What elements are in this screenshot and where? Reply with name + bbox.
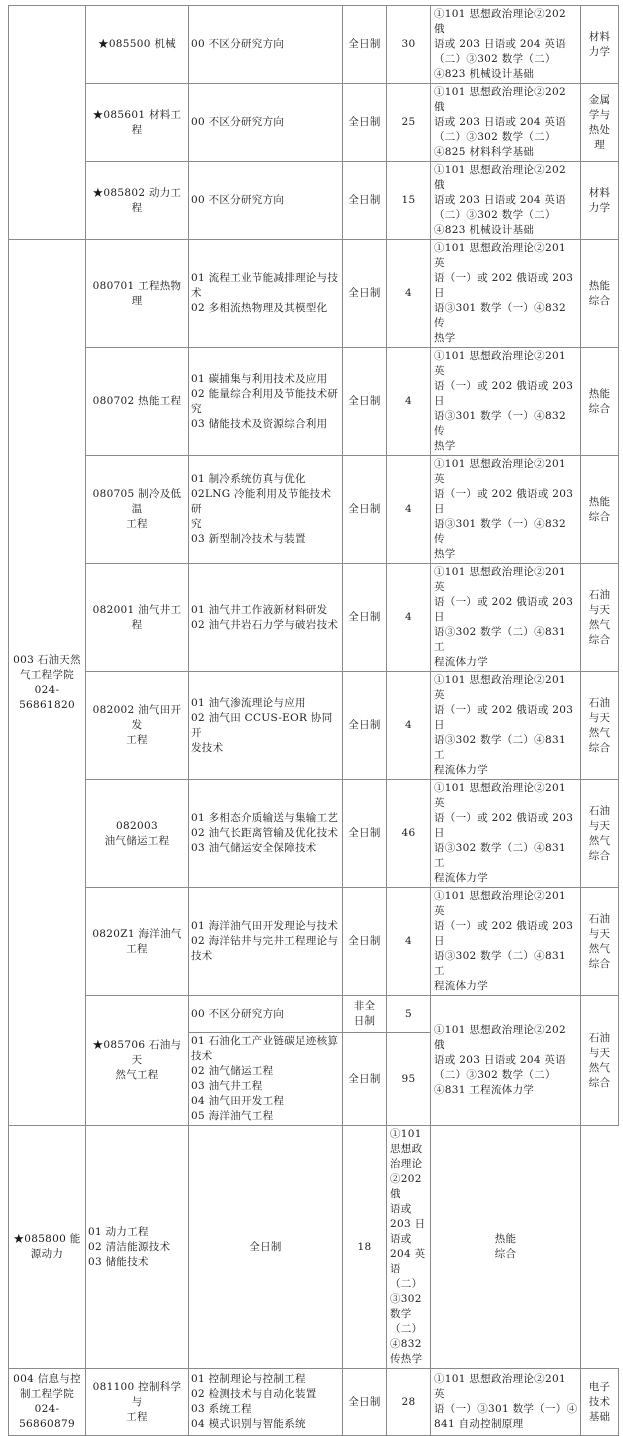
text-line: 电子 [588,1380,611,1393]
text-line: ★085601 材料工程 [92,108,182,136]
table-row [9,456,619,564]
exam-subjects-cell [431,564,581,672]
major-cell [86,6,189,84]
text-line: 材料 [588,30,611,43]
text-line: 金属 [588,93,611,106]
study-mode: 全日制 [348,611,381,623]
enrollment-cell [343,1126,387,1369]
major-cell [86,348,189,456]
text-line: 05 海洋油气工程 [191,1110,274,1122]
direction-cell [86,1126,189,1369]
retest-cell [581,6,619,84]
text-line: 全日制 [348,1072,381,1085]
text-line: 工程 [126,734,148,746]
enrollment-count: 15 [401,194,416,206]
text-line: ①101 思想政治理论②201 英 [434,566,566,593]
text-line: 工程 [126,942,148,955]
college-cell [9,6,86,240]
text-line: ★085802 动力工程 [92,186,182,214]
text-line: ④832 传热学 [390,1338,423,1365]
text-line: 热处 [588,123,611,136]
major-cell [86,780,189,888]
table-row [9,996,619,1033]
study-mode: 全日制 [348,38,381,50]
retest-cell [581,780,619,888]
enrollment-count: 4 [405,287,412,299]
direction-cell [189,456,343,564]
major-cell [86,1369,189,1436]
study-mode-cell [343,456,387,564]
enrollment-count: 5 [405,1007,412,1020]
table-row [9,240,619,348]
text-line: 02 海洋钻井与完井工程理论与 [191,935,339,947]
text-line: 制工程学院 [20,1388,74,1400]
text-line: 语③301 数学（一）④832 传 [434,518,566,545]
retest-cell [581,564,619,672]
text-line: 然气 [588,618,611,631]
text-line: 01 控制理论与控制工程 [191,1373,306,1385]
enrollment-cell [387,1369,431,1436]
retest-cell [581,162,619,240]
text-line: 02LNG 冷能利用及节能技术研 [191,488,332,515]
direction-cell [189,84,343,162]
text-line: 03 储能技术 [88,1255,149,1268]
text-line: ★085800 能源动力 [13,1233,81,1260]
text-line: 石油 [588,588,611,601]
text-line: ①101 思想政治理论②201 英 [434,782,566,809]
enrollment-cell [387,780,431,888]
text-line: 语或 203 日语或 204 英语 [434,38,567,50]
study-mode: 全日制 [348,194,381,206]
text-line: 语（一）或 202 俄语或 203 日 [434,272,574,299]
text-line: ★085706 石油与天 [92,1039,182,1066]
enrollment-cell [387,240,431,348]
direction-cell [189,1033,343,1126]
retest-cell [431,1126,581,1369]
text-line: 热学 [434,548,456,560]
retest-cell [581,240,619,348]
text-line: （二）③302 数学（二） [434,53,556,65]
study-mode-cell [343,1033,387,1126]
major-cell [86,240,189,348]
text-line: 技术 [588,1395,611,1408]
text-line: 与天 [588,711,611,724]
text-line: 语③301 数学（一）④832 传 [434,410,566,437]
table-row [9,162,619,240]
study-mode-cell [343,564,387,672]
text-line: 语（一）或 202 俄语或 203 日 [434,812,574,839]
text-line: 究 [191,402,202,415]
text-line: 01 油气渗流理论与应用 [191,696,306,709]
exam-subjects-cell [431,996,581,1126]
text-line: 日制 [353,1015,376,1027]
enrollment-count: 18 [357,1240,372,1253]
major-cell [86,996,189,1126]
text-line: ①101 思想政治理论②202 俄 [390,1128,423,1200]
text-line: ①101 思想政治理论②201 英 [434,350,566,377]
text-line: 语或 203 日语或 204 英语 [434,116,567,128]
text-line: 综合 [588,849,611,862]
enrollment-count: 25 [401,116,416,128]
study-mode-cell [343,672,387,780]
text-line: 03 储能技术及资源综合利用 [191,417,328,430]
text-line: 语或 203 日语或 204 英语 [390,1203,426,1275]
enrollment-cell [387,996,431,1033]
text-line: 081100 控制科学与 [92,1380,182,1408]
enrollment-cell [387,456,431,564]
study-mode: 全日制 [348,935,381,947]
major-cell [86,456,189,564]
exam-subjects-cell [431,1369,581,1436]
text-line: 01 制冷系统仿真与优化 [191,473,306,485]
text-line: （二）③302 数学（二） [434,209,556,221]
retest-cell [581,348,619,456]
text-line: 技术 [191,950,213,962]
text-line: 程流体力学 [434,980,488,992]
text-line: ①101 思想政治理论②202 俄 [434,86,566,113]
text-line: 语③302 数学（二）④831 工 [434,842,566,869]
text-line: 080705 制冷及低温 [92,488,182,515]
text-line: 01 海洋油气田开发理论与技术 [191,920,339,932]
text-line: 04 油气田开发工程 [191,1095,285,1107]
study-mode: 全日制 [348,395,381,407]
text-line: 发技术 [191,741,224,754]
enrollment-count: 4 [405,611,412,623]
direction-cell [189,996,343,1033]
direction-cell [189,348,343,456]
text-line: 油气储运工程 [104,834,170,847]
text-line: ①101 思想政治理论②201 英 [434,1373,566,1400]
text-line: 究 [191,518,202,530]
text-line: 综合 [494,1248,517,1260]
study-mode-cell [343,84,387,162]
text-line: 工程 [126,1410,148,1423]
text-line: 然气工程 [115,1069,159,1081]
text-line: 综合 [588,510,611,523]
enrollment-cell [387,1033,431,1126]
text-line: （二）③302 数学（二） [390,1278,423,1335]
text-line: 与天 [588,603,611,616]
text-line: 语③302 数学（二）④831 工 [434,626,566,653]
text-line: 气工程学院 [20,668,74,681]
text-line: 石油 [588,1031,611,1044]
text-line: ①101 思想政治理论②201 英 [434,674,566,701]
text-line: 然气 [588,942,611,955]
text-line: 04 模式识别与智能系统 [191,1418,306,1430]
enrollment-cell [387,672,431,780]
text-line: 03 油气储运安全保障技术 [191,842,317,854]
enrollment-cell [387,348,431,456]
text-line: 02 清洁能源技术 [88,1240,171,1253]
text-line: 非全 [353,1000,376,1012]
study-mode: 全日制 [348,1395,381,1408]
text-line: 石油 [588,696,611,709]
direction-cell [189,780,343,888]
text-line: ④831 工程流体力学 [434,1084,535,1096]
text-line: 石油 [588,912,611,925]
text-line: ①101 思想政治理论②202 俄 [434,1024,566,1051]
text-line: 与天 [588,1046,611,1059]
major-cell [86,888,189,996]
study-mode-cell [343,240,387,348]
text-line: 材料 [588,186,611,199]
table-row [9,348,619,456]
text-line: 综合 [588,957,611,970]
exam-subjects-cell [431,348,581,456]
direction-cell [189,6,343,84]
text-line: 01 流程工业节能减排理论与技 [191,272,339,284]
study-mode-cell [343,888,387,996]
text-line: 02 多相流热物理及其模型化 [191,302,328,314]
text-line: 力学 [588,201,611,214]
study-mode: 全日制 [348,719,381,731]
text-line: 00 不区分研究方向 [191,38,285,50]
text-line: 程流体力学 [434,764,488,776]
text-line: 02 检测技术与自动化装置 [191,1388,317,1400]
enrollment-cell [387,564,431,672]
study-mode-cell [343,6,387,84]
text-line: 然气 [588,726,611,739]
text-line: 080701 工程热物理 [92,279,182,307]
text-line: 0820Z1 海洋油气 [92,927,182,940]
text-line: ①101 思想政治理论②202 俄 [434,8,566,35]
exam-subjects-cell [431,888,581,996]
text-line: 004 信息与控 [13,1373,81,1385]
direction-cell [189,162,343,240]
study-mode-cell [343,348,387,456]
direction-cell [189,240,343,348]
text-line: ④823 机械设计基础 [434,224,535,236]
major-cell [9,1126,86,1369]
study-mode-cell [343,162,387,240]
text-line: 语或 203 日语或 204 英语 [434,194,567,206]
retest-cell [581,84,619,162]
admissions-catalog-table [8,5,619,1436]
text-line: 理 [594,138,605,151]
text-line: ①101 思想政治理论②201 英 [434,458,566,485]
text-line: ④823 机械设计基础 [434,68,535,80]
text-line: 热能 [588,279,611,292]
text-line: 技术 [191,1050,213,1062]
table-row [9,84,619,162]
text-line: 语（一）或 202 俄语或 203 日 [434,596,574,623]
text-line: 00 不区分研究方向 [191,1007,285,1020]
enrollment-cell [387,162,431,240]
college-cell-004 [9,1369,86,1436]
exam-subjects-cell [431,84,581,162]
table-row [9,780,619,888]
enrollment-count: 46 [401,827,416,839]
enrollment-count: 30 [401,38,416,50]
study-mode-cell [343,780,387,888]
text-line: 语（一）或 202 俄语或 203 日 [434,704,574,731]
text-line: 综合 [588,741,611,754]
text-line: 热学 [434,332,456,344]
table-row [9,564,619,672]
study-mode-cell [189,1126,343,1369]
exam-subjects-cell [431,672,581,780]
major-cell [86,162,189,240]
enrollment-count: 4 [405,719,412,731]
enrollment-cell [387,84,431,162]
table-row [9,1369,619,1436]
enrollment-count: 28 [401,1395,416,1408]
text-line: 语（一）或 202 俄语或 203 日 [434,380,574,407]
text-line: 003 石油天然 [13,653,81,666]
text-line: 01 石油化工产业链碳足迹核算 [191,1035,339,1047]
text-line: 然气 [588,1061,611,1074]
study-mode-cell [343,1369,387,1436]
text-line: 石油 [588,804,611,817]
text-line: （二）③302 数学（二） [434,1069,556,1081]
text-line: 工程 [126,518,148,530]
text-line: 学与 [588,108,611,121]
text-line: 02 油气田 CCUS-EOR 协同开 [191,711,333,739]
retest-cell [581,996,619,1126]
text-line: 082003 [116,819,158,832]
text-line: 03 油气井工程 [191,1080,263,1092]
text-line: 082002 油气田开发 [92,704,182,731]
text-line: 热能 [588,495,611,508]
text-line: ★085500 机械 [98,38,176,50]
study-mode-cell [343,996,387,1033]
retest-cell [581,456,619,564]
exam-subjects-cell [431,6,581,84]
text-line: 024-56861820 [19,683,75,711]
text-line: ④825 材料科学基础 [434,146,535,158]
text-line: 语③301 数学（一）④832 传 [434,302,566,329]
text-line: 然气 [588,834,611,847]
text-line: ①101 思想政治理论②201 英 [434,242,566,269]
study-mode: 全日制 [348,827,381,839]
text-line: 程流体力学 [434,872,488,884]
text-line: （二）③302 数学（二） [434,131,556,143]
table-row [9,6,619,84]
text-line: 基础 [588,1410,611,1423]
retest-cell [581,888,619,996]
text-line: 024-56860879 [19,1403,75,1430]
exam-subjects-cell [431,456,581,564]
text-line: 01 多相态介质输送与集输工艺 [191,812,339,824]
text-line: 语或 203 日语或 204 英语 [434,1054,567,1066]
direction-cell [189,1369,343,1436]
enrollment-count: 95 [401,1072,416,1085]
text-line: 03 系统工程 [191,1403,252,1415]
text-line: 01 动力工程 [88,1225,149,1238]
text-line: 语③302 数学（二）④831 工 [434,950,566,977]
direction-cell [189,672,343,780]
text-line: 综合 [588,633,611,646]
direction-cell [189,564,343,672]
text-line: 语（一）或 202 俄语或 203 日 [434,488,574,515]
text-line: 热学 [434,440,456,452]
enrollment-cell [387,888,431,996]
major-cell [86,84,189,162]
text-line: 语③302 数学（二）④831 工 [434,734,566,761]
text-line: 02 能量综合利用及节能技术研 [191,387,339,400]
table-row [9,1126,619,1369]
study-mode: 全日制 [348,287,381,299]
text-line: 841 自动控制原理 [434,1418,524,1430]
text-line: 力学 [588,45,611,58]
text-line: 02 油气长距离管输及优化技术 [191,827,339,839]
study-mode: 全日制 [348,503,381,515]
exam-subjects-cell [431,780,581,888]
text-line: ①101 思想政治理论②202 俄 [434,164,566,191]
enrollment-count: 4 [405,503,412,515]
text-line: 00 不区分研究方向 [191,116,285,128]
study-mode: 全日制 [249,1240,282,1253]
exam-subjects-cell [431,162,581,240]
text-line: 080702 热能工程 [92,395,182,407]
college-cell-003 [9,240,86,1126]
text-line: 热能 [588,387,611,400]
retest-cell [581,1369,619,1436]
text-line: 综合 [588,402,611,415]
major-cell [86,672,189,780]
direction-cell [189,888,343,996]
exam-subjects-cell [431,240,581,348]
text-line: 综合 [588,294,611,307]
text-line: 082001 油气井工程 [92,603,182,631]
text-line: 综合 [588,1076,611,1089]
enrollment-cell [387,6,431,84]
text-line: 语（一）③301 数学（一）④ [434,1403,578,1415]
text-line: 语（一）或 202 俄语或 203 日 [434,920,574,947]
major-cell [86,564,189,672]
text-line: 03 新型制冷技术与装置 [191,533,306,545]
text-line: 01 油气井工作液新材料研发 [191,603,328,616]
text-line: ①101 思想政治理论②201 英 [434,890,566,917]
study-mode: 全日制 [348,116,381,128]
text-line: 术 [191,287,202,299]
table-row [9,672,619,780]
enrollment-count: 4 [405,935,412,947]
exam-subjects-cell [387,1126,431,1369]
table-row [9,888,619,996]
retest-cell [581,672,619,780]
text-line: 与天 [588,927,611,940]
text-line: 02 油气储运工程 [191,1065,274,1077]
text-line: 程流体力学 [434,656,488,668]
text-line: 00 不区分研究方向 [191,194,285,206]
enrollment-count: 4 [405,395,412,407]
text-line: 02 油气井岩石力学与破岩技术 [191,618,339,631]
text-line: 热能 [494,1233,517,1245]
text-line: 01 碳捕集与利用技术及应用 [191,372,328,385]
text-line: 与天 [588,819,611,832]
